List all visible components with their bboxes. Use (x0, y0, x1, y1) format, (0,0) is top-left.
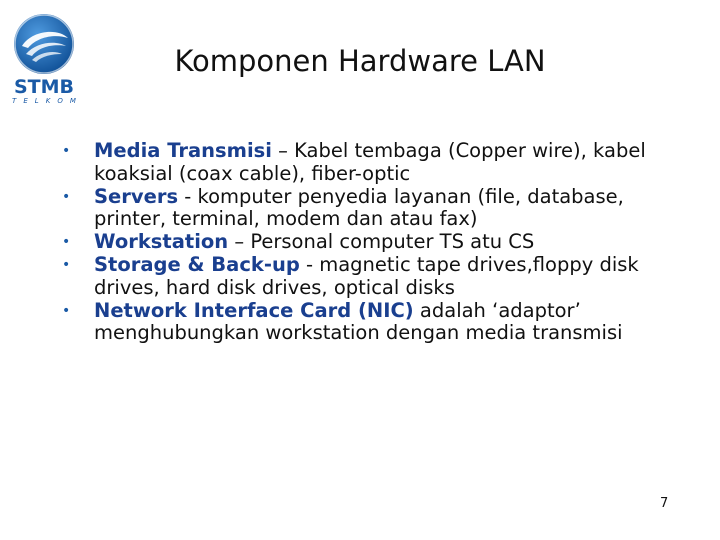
bullet-dot-icon: • (62, 143, 71, 159)
bullet-term: Network Interface Card (NIC) (94, 298, 414, 322)
bullet-term: Storage & Back-up (94, 252, 300, 276)
bullet-item-workstation (62, 231, 702, 254)
bullet-term: Servers (94, 184, 179, 208)
slide-number: 7 (660, 496, 669, 511)
bullet-description: - komputer penyedia layanan (file, database, printer, terminal, modem dan atau fax) (94, 184, 624, 231)
logo-emblem-icon (8, 12, 80, 78)
logo-sub-letter: O (57, 97, 63, 105)
stmb-logo (8, 12, 80, 104)
bullet-description: - magnetic tape drives,floppy disk drives, hard disk drives, optical disks (94, 252, 639, 299)
bullet-dot-icon: • (62, 234, 71, 251)
bullet-term: Workstation (94, 230, 229, 254)
slide-title: Komponen Hardware LAN (174, 44, 546, 78)
bullet-description: – Kabel tembaga (Copper wire), kabel koaksial (coax cable), fiber-optic (94, 139, 646, 185)
bullet-dot-icon: • (62, 256, 71, 273)
logo-sub-letter: T (12, 97, 17, 105)
logo-sub-letter: E (23, 97, 28, 105)
bullet-item-storage-backup (62, 254, 702, 300)
logo-sub-letter: M (69, 97, 76, 105)
bullet-item-nic (62, 300, 702, 346)
logo-subtitle (12, 98, 76, 105)
logo-sub-letter: K (45, 97, 51, 105)
bullet-dot-icon: • (62, 302, 71, 319)
bullet-item-servers (62, 186, 702, 232)
bullet-description: – Personal computer TS atu CS (228, 230, 535, 254)
logo-sub-letter: L (34, 97, 39, 105)
bullet-dot-icon: • (62, 188, 71, 205)
bullet-item-media-transmisi (62, 140, 702, 186)
logo-wordmark: STMB (13, 76, 75, 98)
bullet-list (62, 140, 702, 345)
bullet-term: Media Transmisi (94, 139, 272, 162)
bullet-description: adalah ‘adaptor’ menghubungkan workstation dengan media transmisi (94, 298, 623, 345)
